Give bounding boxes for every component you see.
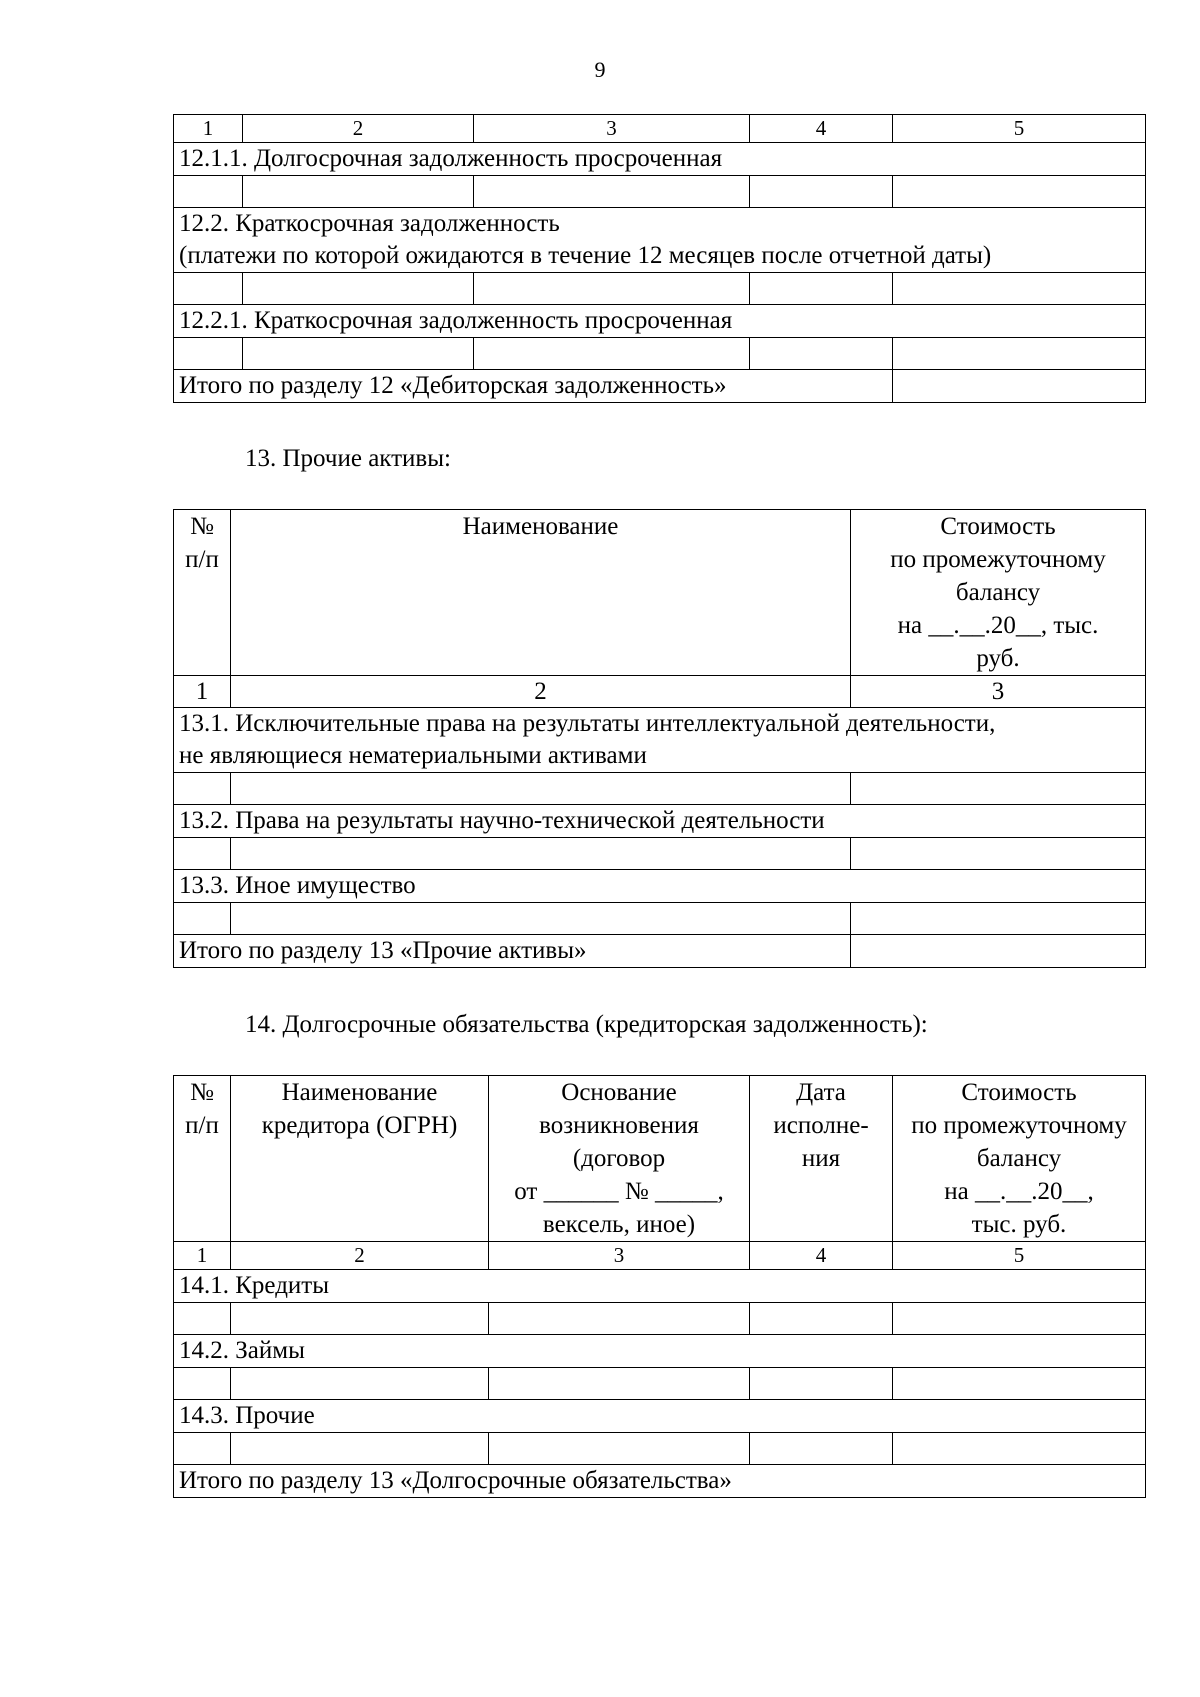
header-line: балансу xyxy=(976,1145,1062,1172)
header-line: ния xyxy=(801,1145,841,1172)
row-label-14-1: 14.1. Кредиты xyxy=(174,1270,1146,1303)
row-label-12-2-1: 12.2.1. Краткосрочная задолженность просроченная xyxy=(174,305,1146,338)
header-date xyxy=(750,1076,893,1242)
empty-cell[interactable] xyxy=(750,1303,893,1335)
total-label: Итого по разделу 12 «Дебиторская задолженность» xyxy=(174,370,893,403)
empty-cell[interactable] xyxy=(489,1368,750,1400)
row-label-13-1 xyxy=(174,708,1146,773)
row-label-13-3: 13.3. Иное имущество xyxy=(174,870,1146,903)
empty-cell[interactable] xyxy=(474,273,750,305)
header-line: кредитора (ОГРН) xyxy=(261,1112,458,1139)
empty-row xyxy=(174,1303,1146,1335)
header-line: № xyxy=(190,1079,214,1106)
header-line: Дата xyxy=(796,1079,846,1106)
empty-cell[interactable] xyxy=(489,1303,750,1335)
empty-cell[interactable] xyxy=(174,1303,231,1335)
header-line: (договор xyxy=(572,1145,666,1172)
empty-row xyxy=(174,838,1146,870)
column-number-row xyxy=(174,115,1146,143)
empty-cell[interactable] xyxy=(231,773,851,805)
column-number: 2 xyxy=(243,115,474,143)
empty-cell[interactable] xyxy=(489,1433,750,1465)
total-label: Итого по разделу 13 «Прочие активы» xyxy=(174,935,851,968)
empty-cell[interactable] xyxy=(750,176,893,208)
table-row xyxy=(174,208,1146,273)
header-cost xyxy=(893,1076,1146,1242)
total-value-cell[interactable] xyxy=(851,935,1146,968)
empty-row xyxy=(174,176,1146,208)
empty-row xyxy=(174,903,1146,935)
empty-cell[interactable] xyxy=(174,273,243,305)
header-line: на __.__.20__, xyxy=(944,1178,1094,1205)
empty-cell[interactable] xyxy=(474,338,750,370)
header-line: Стоимость xyxy=(940,513,1056,540)
column-number: 3 xyxy=(474,115,750,143)
header-basis xyxy=(489,1076,750,1242)
section-14-title: 14. Долгосрочные обязательства (кредиторская задолженность): xyxy=(245,1011,928,1038)
header-row xyxy=(174,510,1146,676)
empty-row xyxy=(174,273,1146,305)
column-number: 3 xyxy=(851,676,1146,708)
long-term-liabilities-table xyxy=(173,1075,1146,1498)
column-number: 4 xyxy=(750,1242,893,1270)
empty-cell[interactable] xyxy=(231,903,851,935)
page-number: 9 xyxy=(594,57,606,82)
row-label-14-2: 14.2. Займы xyxy=(174,1335,1146,1368)
row-label-line: (платежи по которой ожидаются в течение 12 месяцев после отчетной даты) xyxy=(179,242,992,269)
row-label-line: 13.1. Исключительные права на результаты интеллектуальной деятельности, xyxy=(179,710,996,737)
empty-cell[interactable] xyxy=(174,1368,231,1400)
empty-cell[interactable] xyxy=(893,1368,1146,1400)
empty-cell[interactable] xyxy=(174,773,231,805)
empty-cell[interactable] xyxy=(243,176,474,208)
total-label: Итого по разделу 13 «Долгосрочные обязательства» xyxy=(174,1465,1146,1498)
header-line: балансу xyxy=(955,579,1041,606)
header-line: на __.__.20__, тыс. xyxy=(897,612,1099,639)
empty-cell[interactable] xyxy=(174,176,243,208)
empty-cell[interactable] xyxy=(174,338,243,370)
header-line: тыс. руб. xyxy=(971,1211,1067,1238)
table-row xyxy=(174,143,1146,176)
header-line: вексель, иное) xyxy=(542,1211,696,1238)
empty-cell[interactable] xyxy=(231,1433,489,1465)
column-number: 5 xyxy=(893,1242,1146,1270)
column-number-row xyxy=(174,1242,1146,1270)
empty-cell[interactable] xyxy=(750,1433,893,1465)
header-line: п/п xyxy=(185,1112,219,1139)
header-line: Стоимость xyxy=(961,1079,1077,1106)
header-line: по промежуточному xyxy=(890,546,1106,573)
column-number: 4 xyxy=(750,115,893,143)
other-assets-table xyxy=(173,509,1146,968)
empty-row xyxy=(174,338,1146,370)
column-number: 2 xyxy=(231,676,851,708)
total-row xyxy=(174,370,1146,403)
empty-cell[interactable] xyxy=(243,273,474,305)
table-row xyxy=(174,870,1146,903)
header-cost xyxy=(851,510,1146,676)
total-row xyxy=(174,1465,1146,1498)
row-label-14-3: 14.3. Прочие xyxy=(174,1400,1146,1433)
header-line: п/п xyxy=(185,546,219,573)
empty-cell[interactable] xyxy=(893,176,1146,208)
empty-row xyxy=(174,773,1146,805)
empty-row xyxy=(174,1433,1146,1465)
total-value-cell[interactable] xyxy=(893,370,1146,403)
header-line: возникновения xyxy=(539,1112,699,1139)
empty-cell[interactable] xyxy=(851,903,1146,935)
empty-cell[interactable] xyxy=(750,338,893,370)
empty-cell[interactable] xyxy=(750,273,893,305)
header-number xyxy=(174,1076,231,1242)
empty-cell[interactable] xyxy=(893,273,1146,305)
empty-cell[interactable] xyxy=(474,176,750,208)
table-row xyxy=(174,1270,1146,1303)
column-number: 1 xyxy=(174,115,243,143)
header-line: по промежуточному xyxy=(911,1112,1127,1139)
empty-cell[interactable] xyxy=(893,338,1146,370)
row-label-line: не являющиеся нематериальными активами xyxy=(179,742,647,769)
empty-cell[interactable] xyxy=(231,1303,489,1335)
header-row xyxy=(174,1076,1146,1242)
total-row xyxy=(174,935,1146,968)
receivables-table xyxy=(173,114,1146,403)
table-row xyxy=(174,805,1146,838)
empty-cell[interactable] xyxy=(750,1368,893,1400)
column-number: 2 xyxy=(231,1242,489,1270)
column-number: 5 xyxy=(893,115,1146,143)
empty-cell[interactable] xyxy=(174,903,231,935)
column-number-row xyxy=(174,676,1146,708)
row-label-12-2 xyxy=(174,208,1146,273)
header-creditor xyxy=(231,1076,489,1242)
table-row xyxy=(174,1335,1146,1368)
column-number: 1 xyxy=(174,1242,231,1270)
column-number: 1 xyxy=(174,676,231,708)
header-line: от ______ № _____, xyxy=(514,1178,724,1205)
empty-cell[interactable] xyxy=(174,838,231,870)
table-row xyxy=(174,305,1146,338)
table-row xyxy=(174,1400,1146,1433)
header-number xyxy=(174,510,231,676)
header-line: № xyxy=(190,513,214,540)
empty-row xyxy=(174,1368,1146,1400)
header-line: Наименование xyxy=(281,1079,438,1106)
column-number: 3 xyxy=(489,1242,750,1270)
empty-cell[interactable] xyxy=(893,1433,1146,1465)
empty-cell[interactable] xyxy=(893,1303,1146,1335)
empty-cell[interactable] xyxy=(851,838,1146,870)
table-row xyxy=(174,708,1146,773)
empty-cell[interactable] xyxy=(231,1368,489,1400)
empty-cell[interactable] xyxy=(231,838,851,870)
row-label-line: 12.2. Краткосрочная задолженность xyxy=(179,210,560,237)
empty-cell[interactable] xyxy=(174,1433,231,1465)
row-label-12-1-1: 12.1.1. Долгосрочная задолженность просроченная xyxy=(174,143,1146,176)
section-13-title: 13. Прочие активы: xyxy=(245,445,451,472)
header-line: Основание xyxy=(561,1079,677,1106)
header-line: руб. xyxy=(976,645,1020,672)
empty-cell[interactable] xyxy=(851,773,1146,805)
header-line: исполне- xyxy=(773,1112,869,1139)
row-label-13-2: 13.2. Права на результаты научно-технической деятельности xyxy=(174,805,1146,838)
header-name: Наименование xyxy=(231,510,851,676)
empty-cell[interactable] xyxy=(243,338,474,370)
